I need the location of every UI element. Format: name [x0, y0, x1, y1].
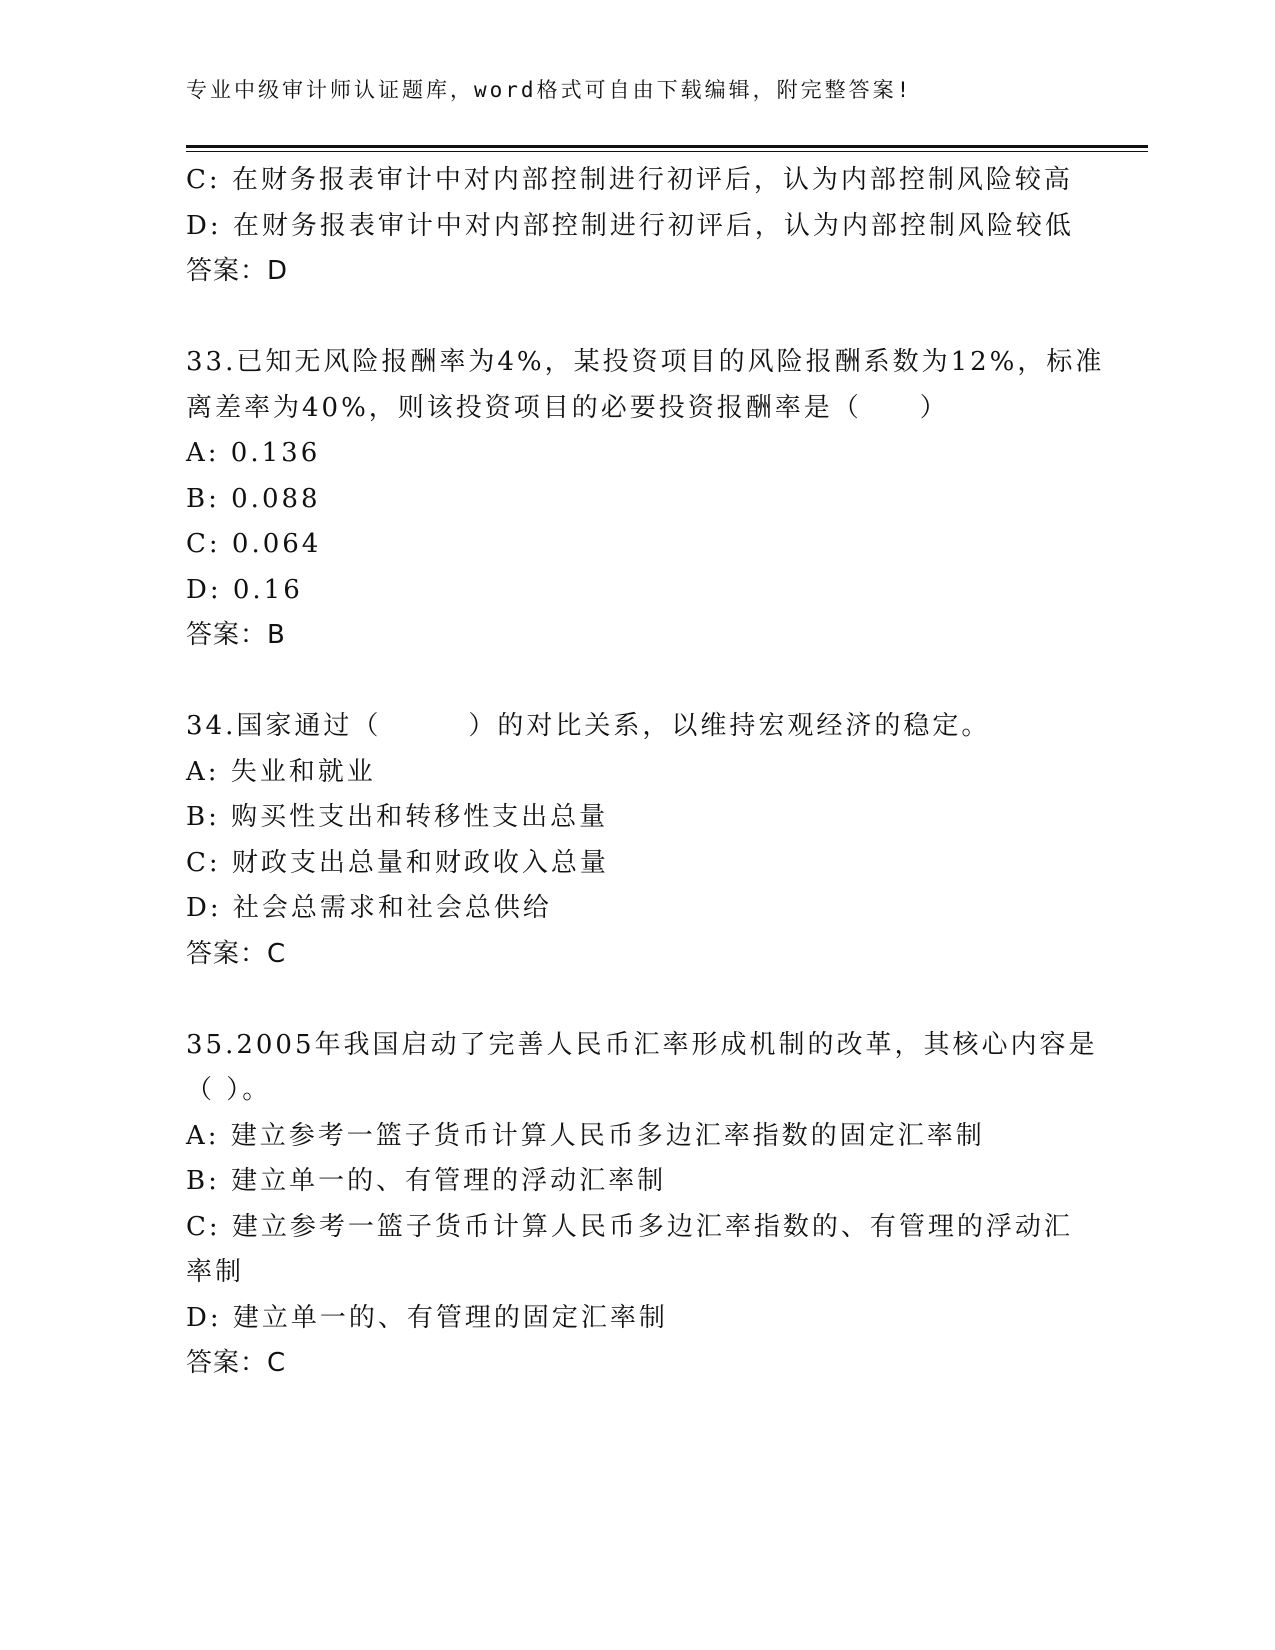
question-stem: 离差率为40%，则该投资项目的必要投资报酬率是（ ）: [186, 392, 949, 423]
option-a: A: 失业和就业: [186, 756, 376, 787]
document-header: 专业中级审计师认证题库，word格式可自由下载编辑，附完整答案!: [186, 78, 913, 102]
answer-label: 答案：C: [186, 1348, 287, 1378]
option-c: C: 建立参考一篮子货币计算人民币多边汇率指数的、有管理的浮动汇: [186, 1211, 1073, 1242]
option-d: D: 在财务报表审计中对内部控制进行初评后，认为内部控制风险较低: [186, 210, 1074, 241]
option-c-continued: 率制: [186, 1257, 245, 1287]
option-b: B: 建立单一的、有管理的浮动汇率制: [186, 1166, 667, 1196]
answer-label: 答案：C: [186, 938, 287, 969]
option-d: D: 社会总需求和社会总供给: [186, 893, 552, 923]
option-d: D: 建立单一的、有管理的固定汇率制: [186, 1302, 668, 1333]
option-c: C: 0.064: [186, 529, 322, 559]
option-b: B: 0.088: [186, 483, 321, 514]
question-content: [186, 158, 1105, 1387]
option-a: A: 建立参考一篮子货币计算人民币多边汇率指数的固定汇率制: [186, 1120, 985, 1151]
question-stem: 34.国家通过（ ）的对比关系，以维持宏观经济的稳定。: [186, 711, 991, 741]
question-stem: 33.已知无风险报酬率为4%，某投资项目的风险报酬系数为12%，标准: [186, 347, 1105, 377]
option-c: C: 财政支出总量和财政收入总量: [186, 847, 609, 878]
header-divider-thick: [186, 145, 1148, 148]
question-stem: （ ）。: [186, 1075, 272, 1105]
question-stem: 35.2005年我国启动了完善人民币汇率形成机制的改革，其核心内容是: [186, 1029, 1098, 1060]
option-b: B: 购买性支出和转移性支出总量: [186, 802, 609, 832]
option-a: A: 0.136: [186, 438, 321, 468]
answer-label: 答案：D: [186, 256, 289, 286]
option-d: D: 0.16: [186, 574, 303, 605]
option-c: C: 在财务报表审计中对内部控制进行初评后，认为内部控制风险较高: [186, 165, 1073, 195]
header-divider-thin: [186, 151, 1148, 152]
answer-label: 答案：B: [186, 620, 286, 650]
